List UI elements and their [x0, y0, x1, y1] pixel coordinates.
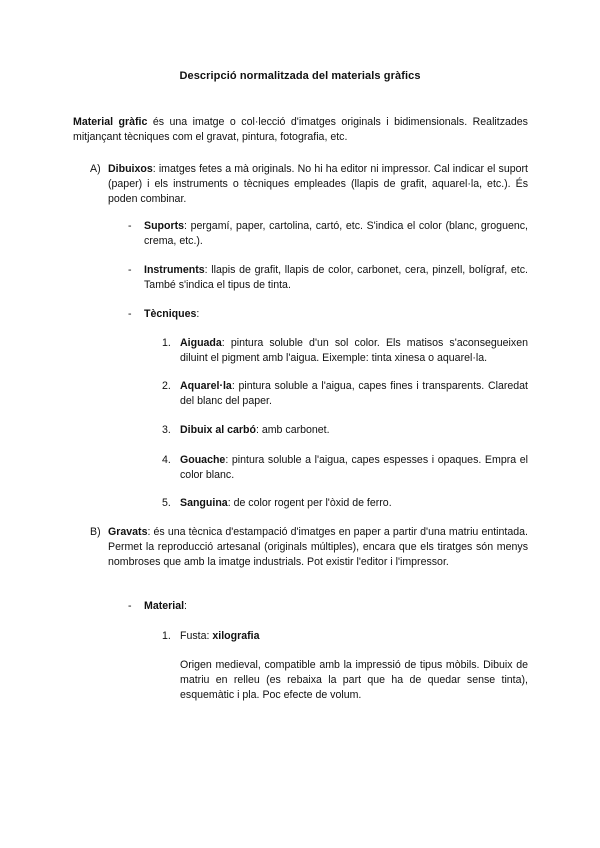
material-term: xilografia: [212, 630, 260, 642]
bullet-marker: -: [128, 220, 132, 232]
bullet-term: Tècniques: [144, 308, 197, 320]
material-prefix: Fusta:: [180, 630, 213, 642]
xilografia-description: Origen medieval, compatible amb la impressió de tipus mòbils. Dibuix de matriu en relleu (es rebaixa la part que ha de quedar sense tinta), esquemàtic i pla. Poc efecte de volum.: [180, 659, 528, 701]
technique-gouache: [180, 453, 528, 483]
technique-term: Gouache: [180, 454, 226, 466]
technique-term: Aiguada: [180, 337, 222, 349]
bullet-text: :: [184, 600, 187, 612]
section-a-term: Dibuixos: [108, 163, 153, 175]
bullet-instruments: [144, 263, 528, 293]
technique-term: Aquarel·la: [180, 380, 232, 392]
technique-sanguina: [180, 496, 528, 511]
bullet-term: Material: [144, 600, 185, 612]
technique-term: Sanguina: [180, 497, 228, 509]
list-number: 1.: [162, 337, 171, 349]
technique-dibuix-carbo: [180, 423, 528, 438]
intro-text: és una imatge o col·lecció d'imatges originals i bidimensionals. Realitzades mitjançant tècniques com el gravat, pintura, fotografia, etc.: [73, 116, 528, 143]
bullet-text: : pergamí, paper, cartolina, cartó, etc. S'indica el color (blanc, groguenc, crema, etc.).: [144, 220, 528, 247]
bullet-term: Instruments: [144, 264, 205, 276]
technique-aquarela: [180, 379, 528, 409]
list-number: 5.: [162, 497, 171, 509]
bullet-marker: -: [128, 600, 132, 612]
technique-text: : pintura soluble a l'aigua, capes espesses i opaques. Empra el color blanc.: [180, 454, 528, 481]
section-a-paragraph: [108, 162, 528, 207]
intro-term: Material gràfic: [73, 116, 148, 128]
bullet-marker: -: [128, 308, 132, 320]
bullet-term: Suports: [144, 220, 185, 232]
page-title: Descripció normalitzada del materials gràfics: [179, 70, 421, 82]
technique-aiguada: [180, 336, 528, 366]
list-number: 3.: [162, 424, 171, 436]
bullet-text: :: [196, 308, 200, 320]
section-a-marker: A): [90, 163, 101, 175]
section-b-term: Gravats: [108, 526, 148, 538]
technique-text: : amb carbonet.: [255, 424, 330, 436]
bullet-suports: [144, 219, 528, 249]
technique-text: : pintura soluble a l'aigua, capes fines i transparents. Claredat del blanc del paper.: [180, 380, 528, 407]
technique-text: : de color rogent per l'òxid de ferro.: [227, 497, 392, 509]
list-number: 4.: [162, 454, 171, 466]
material-fusta: [180, 629, 528, 644]
intro-paragraph: [73, 115, 528, 145]
bullet-material: [144, 599, 528, 614]
section-b-text: : és una tècnica d'estampació d'imatges en paper a partir d'una matriu entintada. Permet la reproducció artesanal (originals múltiples), encara que els tiratges són menys nombroses que amb la imatge industrials. Pot existir l'editor i l'impressor.: [108, 526, 528, 568]
technique-text: : pintura soluble d'un sol color. Els matisos s'aconsegueixen diluint el pigment amb l'aigua. Eixemple: tinta xinesa o aquarel·la.: [180, 337, 528, 364]
list-number: 2.: [162, 380, 171, 392]
section-a-text: : imatges fetes a mà originals. No hi ha editor ni impressor. Cal indicar el suport (paper) i els instruments o tècniques empleades (llapis de grafit, aquarel·la, etc.). És poden combinar.: [108, 163, 528, 205]
section-b-paragraph: [108, 525, 528, 570]
bullet-marker: -: [128, 264, 132, 276]
technique-term: Dibuix al carbó: [180, 424, 256, 436]
bullet-tecniques: [144, 307, 528, 322]
list-number: 1.: [162, 630, 171, 642]
bullet-text: : llapis de grafit, llapis de color, carbonet, cera, pinzell, bolígraf, etc. També s'indica el tipus de tinta.: [144, 264, 528, 291]
section-b-marker: B): [90, 526, 101, 538]
